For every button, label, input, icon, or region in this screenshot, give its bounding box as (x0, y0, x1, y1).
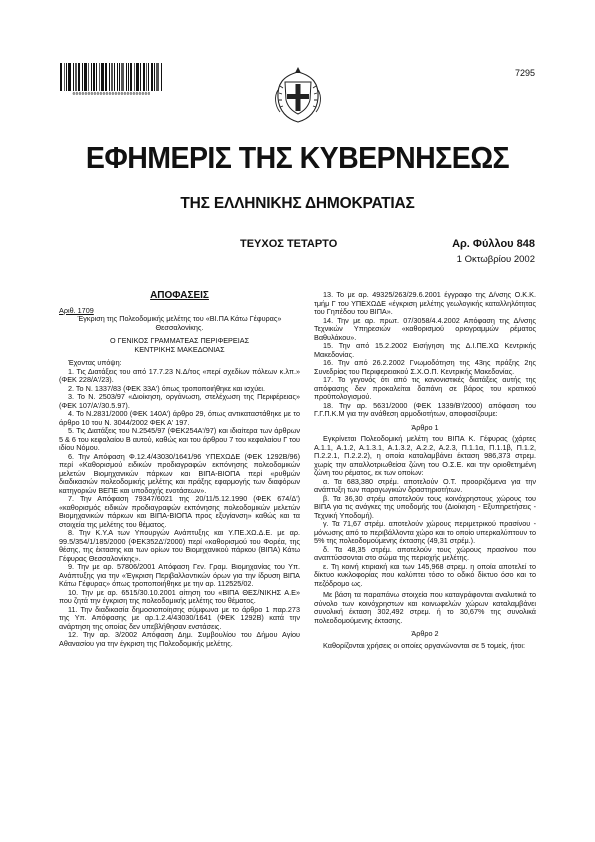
barcode-bar (134, 63, 135, 91)
barcode-bar (136, 63, 139, 91)
barcode-bar (121, 63, 124, 91)
barcode-bar (84, 63, 87, 91)
barcode-bar (64, 63, 65, 91)
barcode-bar (105, 63, 107, 91)
decision-number: Αριθ. 1709 (59, 305, 94, 315)
right-text-column (314, 291, 536, 650)
gazette-subtitle: ΤΗΣ ΕΛΛΗΝΙΚΗΣ ΔΗΜΟΚΡΑΤΙΑΣ (180, 195, 415, 212)
barcode (60, 63, 163, 91)
barcode-bar (88, 63, 89, 91)
paragraph: 2. Το Ν. 1337/83 (ΦΕΚ 33Α') όπως τροποποιήθηκε και ισχύει. (68, 383, 266, 393)
barcode-bar (146, 63, 147, 91)
barcode-bar (68, 63, 71, 91)
paragraph: 12. Την αρ. 3/2002 Απόφαση Δημ. Συμβουλίου του Δήμου Αγίου Αθανασίου για την έγκριση της Πολεοδομικής μελέτης. (59, 630, 300, 648)
paragraph: 4. Το Ν.2831/2000 (ΦΕΚ 140Α') άρθρο 29, όπως αντικαταστάθηκε με το άρθρο 10 του Ν. 3044/2002 ΦΕΚ Α' 197. (59, 409, 300, 427)
barcode-bar (73, 63, 74, 91)
paragraph: 7. Την Απόφαση 79347/6021 της 20/11/5.12.1990 (ΦΕΚ 674/Δ') «καθορισμός ειδικών προδιαγραφών εκπόνησης πολεοδομικών μελετών Βιομηχανικών πάρκων και ΒΙΠΑ-ΒΙΟΠΑ προς εξυγίανση» καθώς και τα στοιχεία της μελέτης του θέματος. (59, 494, 300, 529)
paragraph: 5. Τις Διατάξεις του Ν.2545/97 (ΦΕΚ254Α'/97) και ιδιαίτερα των άρθρων 5 & 6 του κεφαλαίου Β αυτού, καθώς και του άρθρου 7 του κεφαλαίου Γ του ιδίου Νόμου. (59, 426, 300, 452)
barcode-number: 00000000000000000000000000 (72, 92, 151, 97)
paragraph: 14. Την με αρ. πρωτ. 07/3058/4.4.2002 Απόφαση της Δ/νσης Τεχνικών Υπηρεσιών «καθορισμού οριογραμμών ρέματος Βαθυλάκου». (314, 315, 536, 342)
barcode-bar (82, 63, 83, 91)
paragraph: β. Τα 36,30 στρέμ αποτελούν τους κοινόχρηστους χώρους του ΒΙΠΑ για τις ανάγκες της υποδομής του (Διοίκηση - Εξυπηρετήσεις - Τεχνική Υποδομή). (314, 493, 536, 520)
barcode-bar (75, 63, 77, 91)
barcode-bar (78, 63, 80, 91)
paragraph: 1. Τις Διατάξεις του από 17.7.23 Ν.Δ/τος «περί σχεδίων πόλεων κ.λπ.» (ΦΕΚ 228/Α'/23). (59, 366, 300, 384)
considering-label: Έχοντας υπόψη: (68, 358, 122, 367)
barcode-bar (143, 63, 145, 91)
paragraph: ε. Τη κοινή κτιριακή και των 145,968 στρεμ. η οποία αποτελεί το δίκτυο κυκλοφορίας που καλύπτει τόσο το οδικό δίκτυο όσο και το πεζόδρομο ως. (314, 561, 536, 588)
paragraph: 9. Την με αρ. 57806/2001 Απόφαση Γεν. Γραμ. Βιομηχανίας του Υπ. Ανάπτυξης για την «Έγκριση Περιβαλλοντικών όρων για την ίδρυση ΒΙΠΑ Κάτω Γέφυρας» όπως τροποποιήθηκε με την αρ. 112525/02. (59, 562, 300, 588)
issue-label: ΤΕΥΧΟΣ ΤΕΤΑΡΤΟ (240, 238, 338, 250)
article-heading: Άρθρο 2 (411, 629, 439, 638)
sheet-number: Αρ. Φύλλου 848 (452, 238, 535, 250)
left-text-column (59, 292, 300, 648)
barcode-bar (126, 63, 127, 91)
paragraph: Εγκρίνεται Πολεοδομική μελέτη του ΒΙΠΑ Κ. Γέφυρας (χάρτες Α.1.1, Α.1.2, Α.1.3.1, Α.1.3.2, Α.2.2, Α.2.3, Π.1.1α, Π.1.1β, Π.1.2, Π.2.2.1, Π.2.2.2), η οποία καταλαμβάνει έκταση 986,373 στρεμ. χωρίς την απαλλοτριωθείσα ζώνη του Ο.Σ.Ε. και την οριοθετημένη ζώνη του ρέματος, εκ των οποίων: (314, 434, 536, 477)
gazette-title: ΕΦΗΜΕΡΙΣ ΤΗΣ ΚΥΒΕΡΝΗΣΕΩΣ (85, 140, 510, 175)
greek-coat-of-arms-emblem (271, 66, 325, 126)
paragraph: 11. Την διαδικασία δημοσιοποίησης σύμφωνα με το άρθρο 1 παρ.273 της Υπ. Απόφασης με αρ.1.2.4/43030/1641 (ΦΕΚ 1292Β) κατά την ανάρτηση της οποίας δεν υπεβλήθησαν ενστάσεις. (59, 604, 300, 631)
barcode-bar (154, 63, 155, 91)
paragraph: Καθορίζονται χρήσεις οι οποίες οργανώνονται σε 5 τομείς, ήτοι: (323, 640, 526, 650)
section-heading: ΑΠΟΦΑΣΕΙΣ (150, 290, 209, 301)
barcode-bar (109, 63, 110, 91)
barcode-bar (156, 63, 159, 91)
paragraph: 8. Την Κ.Υ.Α των Υπουργών Ανάπτυξης και Υ.ΠΕ.ΧΩ.Δ.Ε. με αρ. 99.5/354/1/185/2000 (ΦΕΚ352Δ'/2000) περί «καθορισμού του Φορέα, της θέσης, της έκτασης και των ορίων του Βιομηχανικού πάρκου (ΒΙΠΑ) Κάτω Γέφυρας Θεσσαλονίκης». (59, 528, 300, 563)
barcode-bar (117, 63, 118, 91)
paragraph: 3. Το Ν. 2503/97 «Διοίκηση, οργάνωση, στελέχωση της Περιφέρειας» (ΦΕΚ 107/Α'/30.5.97). (59, 392, 300, 410)
paragraph: 18. Την αρ. 5631/2000 (ΦΕΚ 1339/Β'/2000) απόφαση του Γ.Γ.Π.Κ.Μ για την ανάθεση αρμοδιοτήτων, αποφασίζουμε: (314, 400, 536, 418)
paragraph: γ. Τα 71,67 στρέμ. αποτελούν χώρους περιμετρικού πρασίνου - μόνωσης από το περιβάλλοντα χώρο και το οποίο υπερκαλύπτουν το 5% της πολεοδομούμενης έκτασης (49,31 στρέμ.). (314, 519, 536, 545)
barcode-bar (130, 63, 132, 91)
paragraph: 6. Την Απόφαση Φ.12.4/43030/1641/96 ΥΠΕΧΩΔΕ (ΦΕΚ 1292Β/96) περί «Καθορισμού ειδικών προδιαγραφών εκπόνησης πολεοδομικών μελετών Βιομηχανικών πάρκων και ΒΙΠΑ-ΒΙΟΠΑ περί «ρυθμών διαδικασιών πολεοδομικής μελέτης και πράξης εφαρμογής των διαφόρων κατηγοριών ΒΕΠΕ και υποδοχής ενοτάσεων». (59, 451, 300, 495)
paragraph: 10. Την με αρ. 6515/30.10.2001 αίτηση του «ΒΙΠΑ ΘΕΣ/ΝΙΚΗΣ Α.Ε» που ζητά την έγκριση της πολεοδομικής μελέτης του θέματος. (59, 587, 300, 605)
barcode-bar (91, 63, 92, 91)
issue-date: 1 Οκτωβρίου 2002 (456, 254, 535, 265)
authority-line: ΚΕΝΤΡΙΚΗΣ ΜΑΚΕΔΟΝΙΑΣ (134, 344, 225, 354)
barcode-bar (96, 63, 97, 91)
article-heading: Άρθρο 1 (411, 422, 439, 432)
barcode-bar (60, 63, 62, 91)
barcode-bar (111, 63, 113, 91)
paragraph: 13. Το με αρ. 49325/263/29.6.2001 έγγραφο της Δ/νσης Ο.Κ.Κ. τμήμ Γ του ΥΠΕΧΩΔΕ «έγκριση μελέτης γεωλογικής καταλληλότητας του Γηπέδου του ΒΙΠΑ». (314, 290, 536, 316)
barcode-bar (128, 63, 129, 91)
page-number: 7295 (514, 68, 535, 78)
authority-line: Ο ΓΕΝΙΚΟΣ ΓΡΑΜΜΑΤΕΑΣ ΠΕΡΙΦΕΡΕΙΑΣ (109, 336, 250, 345)
barcode-bar (161, 63, 162, 91)
barcode-bar (151, 63, 153, 91)
paragraph: 17. Το γεγονός ότι από τις κανονιστικές διατάξεις αυτής της απόφασης δεν προκαλείται δαπάνη σε βάρος του κρατικού προϋπολογισμού. (314, 375, 536, 401)
barcode-bar (66, 63, 67, 91)
barcode-bar (114, 63, 115, 91)
paragraph: α. Τα 683,380 στρέμ. αποτελούν Ο.Τ. προοριζόμενα για την ανάπτυξη των παραγωγικών δραστηριοτήτων. (314, 476, 536, 494)
barcode-bar (101, 63, 104, 91)
paragraph: 15. Την από 15.2.2002 Εισήγηση της Δ.Ι.ΠΕ.ΧΩ Κεντρικής Μακεδονίας. (314, 341, 536, 359)
paragraph: δ. Τα 48,35 στρέμ. αποτελούν τους χώρους πρασίνου που αναπτύσσονται στο σώμα της περιοχής μελέτης. (314, 544, 536, 562)
decision-title: Έγκριση της Πολεοδομικής μελέτης του «ΒΙ.ΠΑ Κάτω Γέφυρας» Θεσσαλονίκης. (77, 314, 282, 332)
barcode-bar (99, 63, 100, 91)
paragraph: 16. Την από 26.2.2002 Γνωμοδότηση της 43ης πράξης 2ης Συνεδρίας του Περιφερειακού Σ.Χ.Ο.Π. Κεντρικής Μακεδονίας. (314, 358, 536, 376)
barcode-bar (93, 63, 95, 91)
barcode-bar (119, 63, 121, 91)
barcode-bar (140, 63, 141, 91)
paragraph: Με βάση τα παραπάνω στοιχεία που καταγράφονται αναλυτικά το σύνολο των κοινόχρηστων και κοινωφελών χώρων καταλαμβάνει συνολική έκταση 302,492 στρεμ. ή το 30,67% της συνολικά πολεοδομούμενης έκτασης. (314, 590, 536, 625)
barcode-bar (148, 63, 149, 91)
